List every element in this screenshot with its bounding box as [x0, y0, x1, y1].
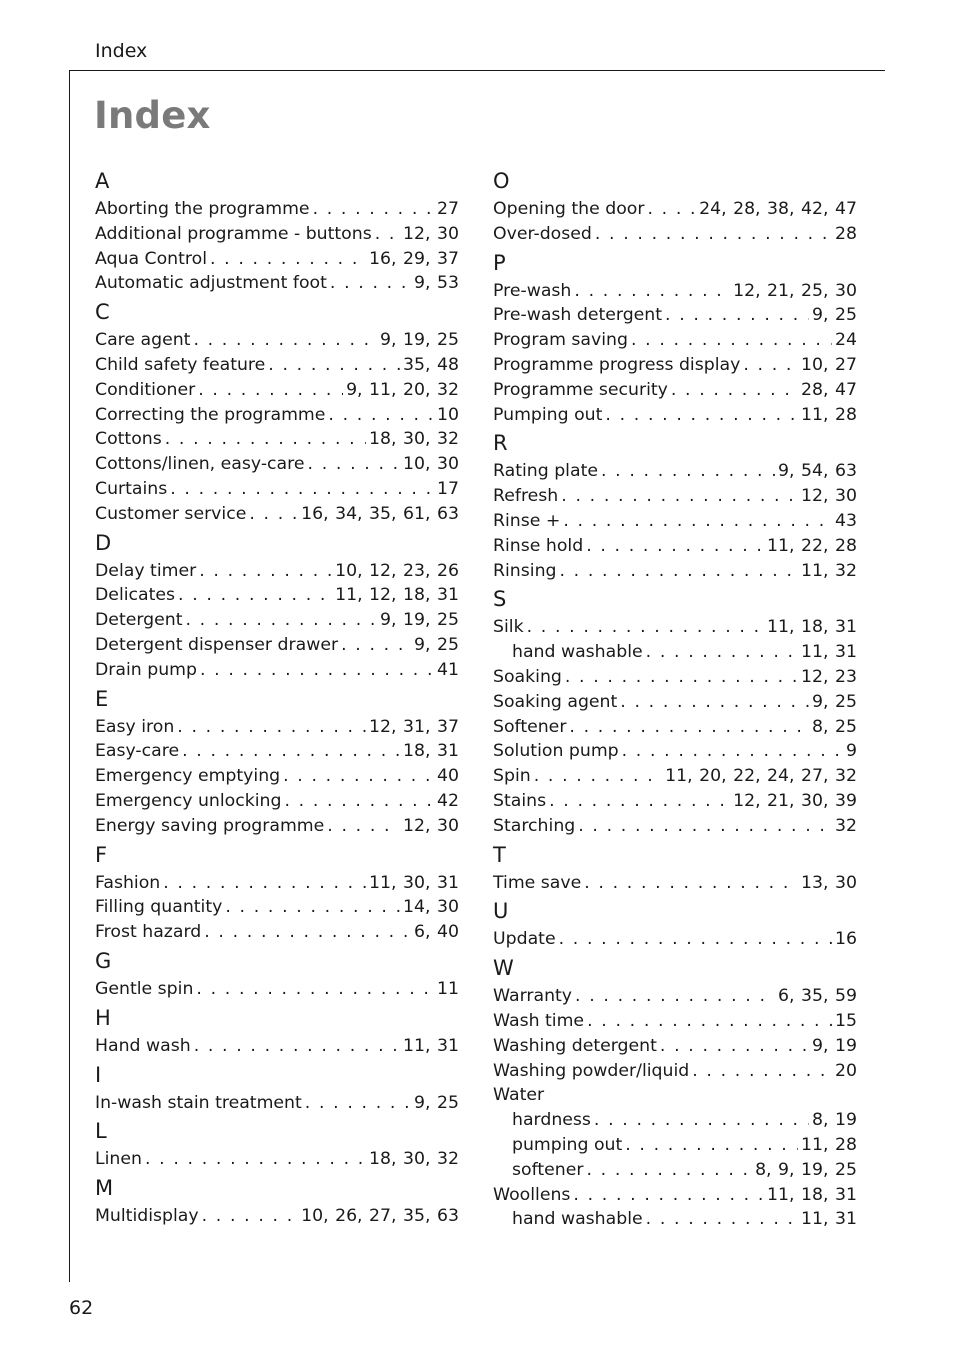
index-entry [493, 1009, 857, 1034]
entry-term: Additional programme - buttons [95, 223, 372, 244]
entry-page-numbers: 11, 30, 31 [369, 872, 459, 893]
index-entry [95, 764, 459, 789]
index-entry [493, 690, 857, 715]
entry-page-numbers: 11, 20, 22, 24, 27, 32 [665, 766, 857, 787]
entry-term: Warranty [493, 986, 573, 1007]
dot-leader [225, 895, 400, 920]
entry-term: Washing powder/liquid [493, 1060, 690, 1081]
header-rule [69, 70, 885, 71]
entry-page-numbers: 9 [846, 741, 857, 762]
section-letter-heading: I [95, 1062, 102, 1087]
index-entry [95, 608, 459, 633]
entry-term: Wash time [493, 1010, 585, 1031]
dot-leader [341, 633, 411, 658]
index-entry [95, 1091, 459, 1116]
margin-rule [69, 70, 70, 1282]
entry-page-numbers: 18, 30, 32 [369, 429, 459, 450]
dot-leader [249, 502, 298, 527]
entry-page-numbers: 18, 31 [403, 741, 459, 762]
index-entry [493, 739, 857, 764]
entry-page-numbers: 12, 30 [403, 223, 459, 244]
index-entry [493, 353, 857, 378]
index-entry [493, 927, 857, 952]
entry-term: Washing detergent [493, 1035, 657, 1056]
dot-leader [561, 484, 798, 509]
entry-term: Energy saving programme [95, 815, 325, 836]
entry-term: Program saving [493, 330, 628, 351]
dot-leader [178, 583, 332, 608]
entry-page-numbers: 11 [437, 978, 459, 999]
dot-leader [198, 378, 343, 403]
index-entry [493, 1034, 857, 1059]
dot-leader [193, 328, 377, 353]
section-letter-heading: R [493, 431, 508, 456]
dot-leader [584, 871, 798, 896]
index-subentry [493, 1133, 857, 1158]
section-letter-heading: H [95, 1005, 111, 1030]
section-letter-heading: E [95, 686, 109, 711]
entry-page-numbers: 9, 25 [414, 634, 459, 655]
entry-page-numbers: 10, 26, 27, 35, 63 [301, 1206, 459, 1227]
dot-leader [573, 1183, 764, 1208]
index-entry [95, 789, 459, 814]
dot-leader [327, 814, 400, 839]
entry-page-numbers: 11, 28 [801, 1134, 857, 1155]
entry-page-numbers: 24, 28, 38, 42, 47 [699, 199, 857, 219]
index-section [493, 248, 857, 428]
dot-leader [692, 1059, 832, 1084]
entry-term: Aborting the programme [95, 199, 310, 219]
entry-page-numbers: 20 [835, 1060, 857, 1081]
entry-page-numbers: 12, 31, 37 [369, 716, 459, 737]
entry-term: Opening the door [493, 199, 645, 219]
entry-term: Rinse + [493, 510, 561, 531]
dot-leader [620, 690, 809, 715]
section-letter-heading: D [95, 530, 112, 555]
entry-term: In-wash stain treatment [95, 1092, 302, 1113]
section-letter-heading: U [493, 899, 509, 924]
entry-term: pumping out [512, 1134, 623, 1155]
dot-leader [308, 452, 401, 477]
index-section [95, 840, 459, 945]
entry-page-numbers: 8, 19 [812, 1110, 857, 1131]
entry-page-numbers: 6, 35, 59 [778, 986, 857, 1007]
index-entry [493, 484, 857, 509]
index-entry [95, 658, 459, 683]
index-section [95, 1116, 459, 1172]
entry-page-numbers: 9, 19, 25 [380, 610, 459, 631]
dot-leader [743, 353, 798, 378]
dot-leader [202, 1204, 298, 1229]
index-section [493, 428, 857, 583]
entry-page-numbers: 12, 21, 30, 39 [733, 790, 857, 811]
entry-page-numbers: 11, 31 [801, 642, 857, 663]
entry-page-numbers: 40 [437, 766, 459, 787]
index-entry [493, 459, 857, 484]
index-section [493, 840, 857, 896]
entry-term: Delicates [95, 585, 176, 606]
index-entry [95, 271, 459, 296]
dot-leader [330, 271, 411, 296]
entry-page-numbers: 9, 19 [812, 1035, 857, 1056]
entry-page-numbers: 24 [835, 330, 857, 351]
entry-page-numbers: 11, 31 [403, 1035, 459, 1056]
entry-term: Water [493, 1085, 545, 1106]
entry-page-numbers: 16, 29, 37 [369, 248, 459, 269]
section-letter-heading: T [493, 842, 506, 867]
section-letter-heading: A [95, 169, 110, 193]
entry-term: Rating plate [493, 461, 598, 482]
index-entry [493, 715, 857, 740]
dot-leader [563, 509, 832, 534]
entry-term: Pre-wash detergent [493, 305, 663, 326]
section-letter-heading: C [95, 300, 110, 325]
index-entry [493, 403, 857, 428]
dot-leader [660, 1034, 809, 1059]
dot-leader [625, 1133, 798, 1158]
entry-term: Correcting the programme [95, 404, 326, 425]
entry-term: Hand wash [95, 1035, 191, 1056]
dot-leader [559, 927, 832, 952]
entry-term: Conditioner [95, 379, 196, 400]
entry-term: Child safety feature [95, 354, 266, 375]
entry-page-numbers: 27 [437, 199, 459, 219]
index-entry [95, 920, 459, 945]
index-entry [95, 222, 459, 247]
entry-term: Refresh [493, 486, 559, 507]
index-entry [95, 871, 459, 896]
dot-leader [185, 608, 377, 633]
entry-term: Aqua Control [95, 248, 207, 269]
dot-leader [534, 764, 662, 789]
index-entry [95, 403, 459, 428]
index-section [95, 528, 459, 683]
entry-term: Automatic adjustment foot [95, 273, 327, 294]
entry-page-numbers: 16 [835, 929, 857, 950]
entry-page-numbers: 17 [437, 478, 459, 499]
entry-term: Curtains [95, 478, 168, 499]
dot-leader [549, 789, 730, 814]
page-title: Index [94, 94, 211, 137]
entry-term: Solution pump [493, 741, 619, 762]
index-entry [95, 814, 459, 839]
index-section [493, 584, 857, 838]
index-entry [95, 583, 459, 608]
entry-page-numbers: 10, 27 [801, 354, 857, 375]
entry-term: hand washable [512, 1209, 643, 1230]
dot-leader [587, 1009, 832, 1034]
dot-leader [527, 615, 764, 640]
dot-leader [665, 303, 809, 328]
dot-leader [647, 197, 696, 222]
entry-term: hardness [512, 1110, 591, 1131]
entry-term: Rinsing [493, 560, 557, 581]
index-entry [95, 427, 459, 452]
index-entry [95, 715, 459, 740]
dot-leader [177, 715, 366, 740]
entry-term: hand washable [512, 642, 643, 663]
entry-term: Frost hazard [95, 922, 202, 943]
section-letter-heading: M [95, 1176, 114, 1201]
entry-page-numbers: 12, 30 [403, 815, 459, 836]
entry-term: softener [512, 1159, 584, 1180]
entry-term: Easy-care [95, 741, 180, 762]
dot-leader [165, 427, 366, 452]
index-entry [95, 328, 459, 353]
entry-term: Easy iron [95, 716, 175, 737]
index-section [95, 1003, 459, 1059]
entry-term: Programme progress display [493, 354, 741, 375]
entry-term: Drain pump [95, 659, 197, 680]
index-entry [493, 615, 857, 640]
entry-term: Fashion [95, 872, 161, 893]
section-letter-heading: W [493, 956, 514, 981]
entry-term: Spin [493, 766, 531, 787]
entry-page-numbers: 10 [437, 404, 459, 425]
dot-leader [578, 814, 832, 839]
index-entry [493, 378, 857, 403]
entry-term: Over-dosed [493, 223, 592, 244]
dot-leader [194, 1034, 400, 1059]
dot-leader [170, 477, 434, 502]
index-entry [95, 1147, 459, 1172]
dot-leader [646, 1207, 798, 1232]
entry-term: Starching [493, 815, 576, 836]
index-entry [95, 197, 459, 222]
entry-page-numbers: 9, 19, 25 [380, 330, 459, 351]
running-header-title: Index [95, 40, 148, 62]
index-section [493, 166, 857, 247]
dot-leader [574, 279, 730, 304]
entry-term: Rinse hold [493, 535, 584, 556]
entry-term: Update [493, 929, 556, 950]
index-entry [493, 984, 857, 1009]
index-entry [95, 559, 459, 584]
dot-leader [594, 1108, 809, 1133]
entry-page-numbers: 11, 22, 28 [767, 535, 857, 556]
entry-term: Woollens [493, 1184, 571, 1205]
entry-page-numbers: 9, 25 [812, 691, 857, 712]
index-entry [95, 1204, 459, 1229]
entry-term: Emergency unlocking [95, 790, 282, 811]
dot-leader [375, 222, 400, 247]
dot-leader [586, 1158, 752, 1183]
index-entry [95, 977, 459, 1002]
entry-page-numbers: 11, 12, 18, 31 [335, 585, 459, 606]
index-subentry [493, 1158, 857, 1183]
entry-term: Time save [493, 872, 582, 893]
index-subentry [493, 1207, 857, 1232]
entry-page-numbers: 16, 34, 35, 61, 63 [301, 503, 459, 524]
index-entry [493, 534, 857, 559]
entry-term: Emergency emptying [95, 766, 281, 787]
entry-page-numbers: 9, 54, 63 [778, 461, 857, 482]
entry-term: Filling quantity [95, 897, 223, 918]
dot-leader [268, 353, 400, 378]
dot-leader [283, 764, 434, 789]
index-entry [493, 303, 857, 328]
entry-term: Stains [493, 790, 547, 811]
dot-leader [328, 403, 434, 428]
entry-term: Customer service [95, 503, 247, 524]
entry-term: Detergent dispenser drawer [95, 634, 339, 655]
entry-term: Linen [95, 1149, 142, 1170]
index-entry [493, 279, 857, 304]
dot-leader [182, 739, 400, 764]
entry-page-numbers: 28, 47 [801, 379, 857, 400]
entry-page-numbers: 18, 30, 32 [369, 1149, 459, 1170]
entry-term: Detergent [95, 610, 183, 631]
entry-page-numbers: 9, 25 [812, 305, 857, 326]
index-subentry [493, 1108, 857, 1133]
dot-leader [671, 378, 798, 403]
section-letter-heading: F [95, 842, 108, 867]
dot-leader [305, 1091, 411, 1116]
entry-page-numbers: 8, 25 [812, 716, 857, 737]
index-entry [95, 1034, 459, 1059]
index-entry [95, 895, 459, 920]
index-entry [493, 559, 857, 584]
dot-leader [163, 871, 366, 896]
dot-leader [565, 665, 798, 690]
index-entry [493, 328, 857, 353]
entry-term: Programme security [493, 379, 668, 400]
section-letter-heading: O [493, 169, 510, 193]
index-entry [493, 871, 857, 896]
entry-page-numbers: 13, 30 [801, 872, 857, 893]
entry-term: Soaking agent [493, 691, 618, 712]
dot-leader [646, 640, 798, 665]
entry-page-numbers: 12, 23 [801, 666, 857, 687]
dot-leader [200, 658, 434, 683]
section-letter-heading: S [493, 587, 507, 612]
index-entry [493, 222, 857, 247]
dot-leader [284, 789, 434, 814]
index-entry [493, 665, 857, 690]
index-entry [95, 477, 459, 502]
index-entry [493, 1183, 857, 1208]
dot-leader [204, 920, 411, 945]
entry-page-numbers: 10, 12, 23, 26 [335, 560, 459, 581]
dot-leader [313, 197, 434, 222]
dot-leader [605, 403, 798, 428]
entry-term: Care agent [95, 330, 191, 351]
entry-term: Gentle spin [95, 978, 194, 999]
entry-page-numbers: 11, 18, 31 [767, 1184, 857, 1205]
dot-leader [595, 222, 832, 247]
dot-leader [575, 984, 775, 1009]
entry-page-numbers: 32 [835, 815, 857, 836]
entry-term: Pumping out [493, 404, 603, 425]
entry-page-numbers: 10, 30 [403, 454, 459, 475]
index-entry [95, 502, 459, 527]
entry-page-numbers: 9, 25 [414, 1092, 459, 1113]
entry-page-numbers: 15 [835, 1010, 857, 1031]
index-section [493, 896, 857, 952]
index-section [95, 946, 459, 1002]
entry-page-numbers: 9, 53 [414, 273, 459, 294]
entry-page-numbers: 42 [437, 790, 459, 811]
index-entry [493, 764, 857, 789]
section-letter-heading: L [95, 1119, 107, 1144]
index-subentry [493, 640, 857, 665]
index-entry [95, 247, 459, 272]
entry-page-numbers: 14, 30 [403, 897, 459, 918]
entry-page-numbers: 6, 40 [414, 922, 459, 943]
entry-page-numbers: 35, 48 [403, 354, 459, 375]
index-section [493, 953, 857, 1232]
index-section [95, 166, 459, 296]
entry-page-numbers: 28 [835, 223, 857, 244]
index-entry [493, 1059, 857, 1084]
section-letter-heading: P [493, 250, 506, 275]
entry-term: Cottons/linen, easy-care [95, 454, 305, 475]
index-entry [95, 633, 459, 658]
entry-page-numbers: 11, 18, 31 [767, 617, 857, 638]
entry-page-numbers: 11, 28 [801, 404, 857, 425]
entry-page-numbers: 9, 11, 20, 32 [346, 379, 459, 400]
index-section [95, 684, 459, 839]
dot-leader [622, 739, 843, 764]
section-letter-heading: G [95, 948, 112, 973]
entry-page-numbers: 43 [835, 510, 857, 531]
index-section [95, 1060, 459, 1116]
index-section [95, 297, 459, 526]
index-entry [95, 452, 459, 477]
page-number: 62 [69, 1297, 94, 1319]
index-entry [95, 353, 459, 378]
entry-term: Pre-wash [493, 280, 572, 301]
index-section [95, 1173, 459, 1229]
entry-term: Delay timer [95, 560, 197, 581]
dot-leader [631, 328, 832, 353]
entry-page-numbers: 12, 30 [801, 486, 857, 507]
entry-term: Soaking [493, 666, 562, 687]
entry-term: Multidisplay [95, 1206, 199, 1227]
dot-leader [560, 559, 799, 584]
index-entry [493, 814, 857, 839]
index-column-right [493, 165, 857, 1232]
index-entry [493, 789, 857, 814]
index-column-left [95, 165, 459, 1229]
entry-term: Softener [493, 716, 567, 737]
dot-leader [210, 247, 366, 272]
index-entry [493, 509, 857, 534]
dot-leader [145, 1147, 366, 1172]
entry-page-numbers: 12, 21, 25, 30 [733, 280, 857, 301]
entry-term: Silk [493, 617, 524, 638]
entry-page-numbers: 11, 32 [801, 560, 857, 581]
dot-leader [569, 715, 809, 740]
index-entry [95, 739, 459, 764]
dot-leader [199, 559, 332, 584]
index-entry [493, 1083, 857, 1108]
dot-leader [601, 459, 775, 484]
entry-page-numbers: 8, 9, 19, 25 [755, 1159, 857, 1180]
dot-leader [196, 977, 434, 1002]
entry-page-numbers: 11, 31 [801, 1209, 857, 1230]
entry-term: Cottons [95, 429, 162, 450]
index-entry [493, 197, 857, 222]
entry-page-numbers: 41 [437, 659, 459, 680]
index-entry [95, 378, 459, 403]
dot-leader [586, 534, 764, 559]
